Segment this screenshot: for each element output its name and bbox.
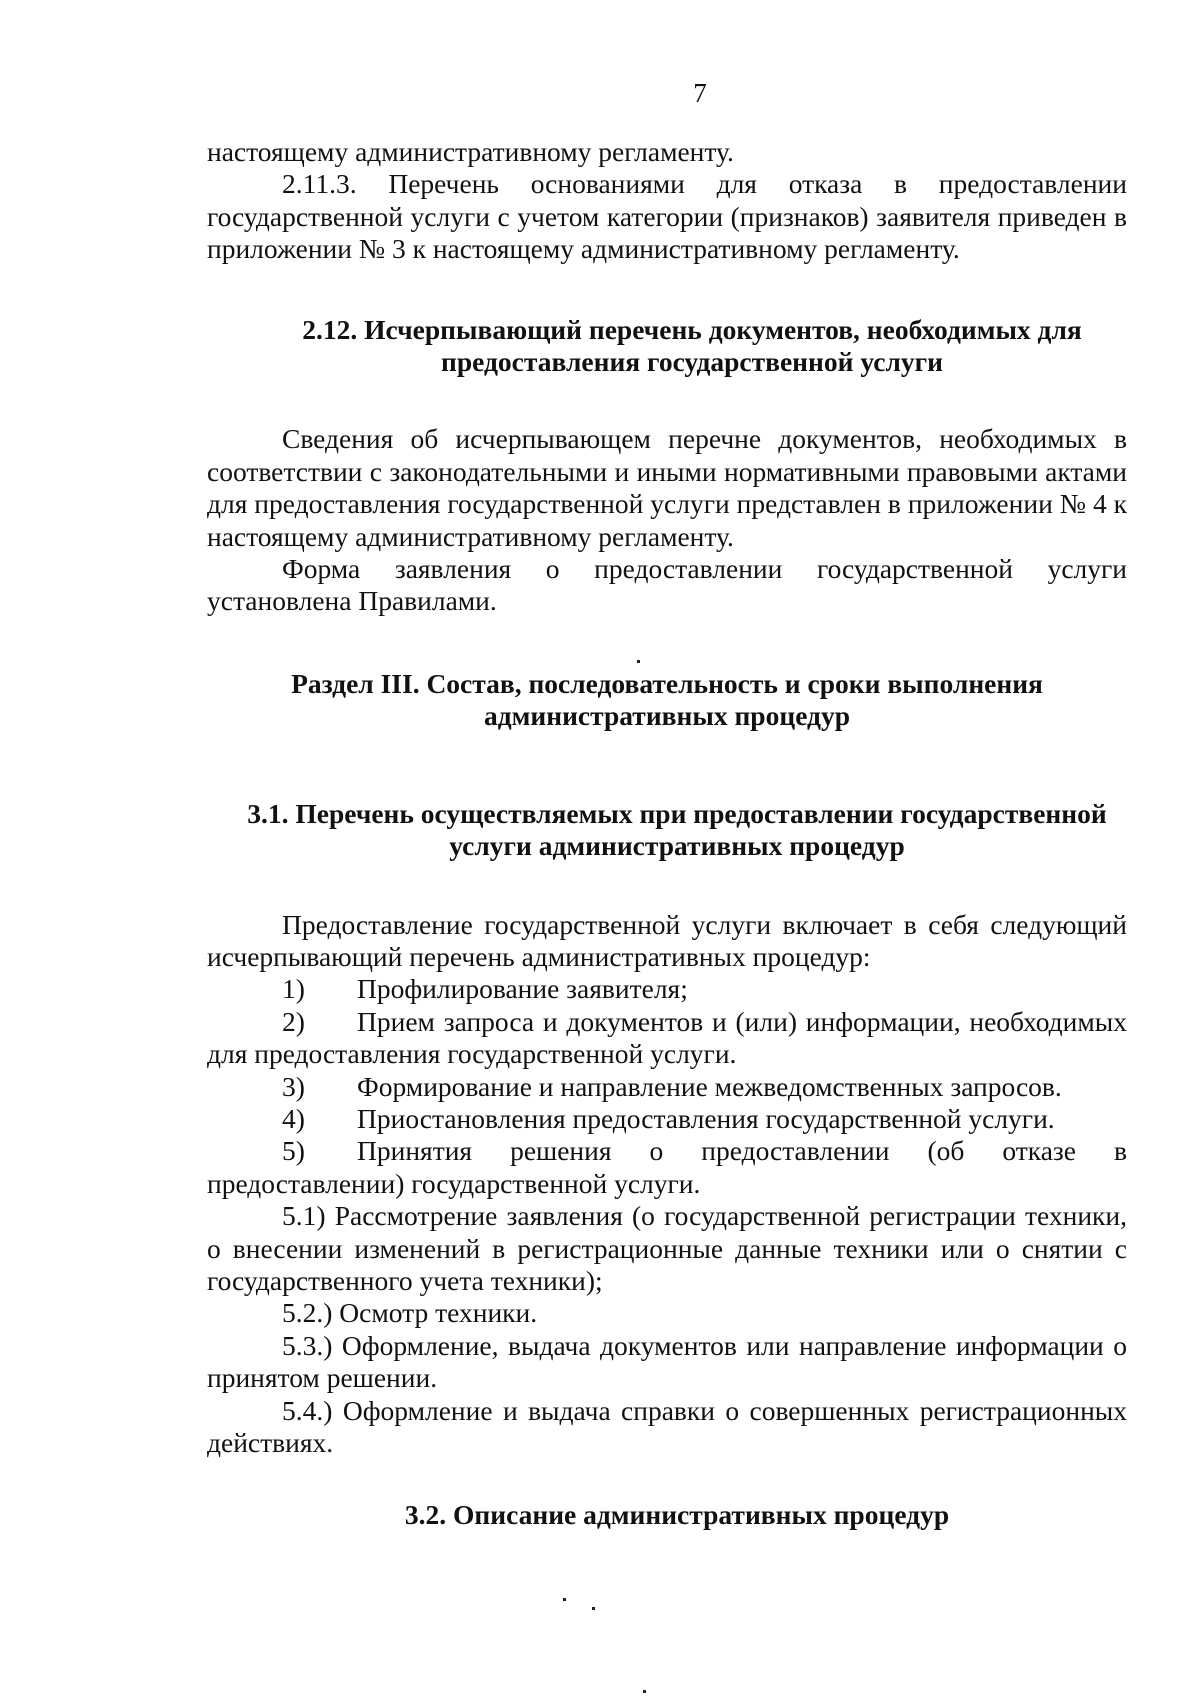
list-item-number: 5) [282,1135,305,1167]
sub-list-item [207,1395,1127,1460]
paragraph-continuation: настоящему административному регламенту. [207,136,734,167]
list-item-text: Принятия решения о предоставлении (об отказе в предоставлении) государственной услуги. [207,1135,1127,1199]
list-item [207,1103,1127,1135]
list-item-number: 3) [282,1070,305,1102]
heading-section-3-line-2: административных процедур [484,700,850,732]
heading-section-3 [207,668,1127,733]
paragraph-procedures-intro: Предоставление государственной услуги включает в себя следующий исчерпывающий перечень административных процедур: [207,908,1127,972]
heading-3-1 [207,798,1127,863]
scan-speck [643,1690,646,1693]
heading-2-12 [207,314,1127,379]
scan-speck [592,1607,595,1610]
sub-list-item-text: Оформление, выдача документов или направление информации о принятом решении. [207,1329,1127,1394]
heading-3-2: 3.2. Описание административных процедур [404,1499,950,1531]
list-item-number: 2) [282,1005,305,1037]
paragraph-application-form: Форма заявления о предоставлении государственной услуги установлена Правилами. [207,553,1127,617]
list-item-number: 1) [282,973,305,1005]
list-item [207,973,1127,1005]
sub-list-item-text: Рассмотрение заявления (о государственной регистрации техники, о внесении изменений в регистрационные данные техники или о снятии с государственного учета техники); [207,1200,1127,1296]
list-item [207,1071,1127,1103]
list-item-text: Приостановления предоставления государственной услуги. [357,1102,1055,1134]
list-item-text: Профилирование заявителя; [357,973,688,1005]
heading-3-1-line-2: услуги административных процедур [449,830,905,862]
heading-2-12-line-2: предоставления государственной услуги [441,346,943,378]
sub-list-item [207,1297,1127,1329]
list-item [207,1135,1127,1200]
sub-list-item-number: 5.2.) [282,1297,333,1329]
sub-list-item-number: 5.4.) [282,1394,333,1426]
document-body [207,136,1127,1532]
sub-list-item-text: Осмотр техники. [339,1297,538,1329]
sub-list-item-number: 5.1) [282,1200,326,1232]
list-item-number: 4) [282,1102,305,1134]
scan-speck [637,660,640,663]
heading-3-1-line-1: 3.1. Перечень осуществляемых при предоставлении государственной [247,797,1107,829]
sub-list-item [207,1330,1127,1395]
heading-section-3-line-1: Раздел III. Состав, последовательность и сроки выполнения [291,667,1043,699]
list-item [207,1006,1127,1071]
sub-list-item-number: 5.3.) [282,1329,333,1361]
sub-list-item-text: Оформление и выдача справки о совершенных регистрационных действиях. [207,1394,1128,1458]
sub-list-item [207,1200,1127,1297]
page-number: 7 [693,78,707,108]
list-item-text: Формирование и направление межведомственных запросов. [357,1070,1062,1102]
scan-speck [563,1598,566,1601]
list-item-text: Прием запроса и документов и (или) информации, необходимых для предоставления государственной услуги. [207,1005,1127,1070]
heading-2-12-line-1: 2.12. Исчерпывающий перечень документов, необходимых для [302,313,1082,345]
paragraph-2-11-3: 2.11.3. Перечень основаниями для отказа в предоставлении государственной услуги с учетом категории (признаков) заявителя приведен в приложении № 3 к настоящему административному регламенту. [207,168,1127,265]
paragraph-documents-info: Сведения об исчерпывающем перечне документов, необходимых в соответствии с законодательными и иными нормативными правовыми актами для предоставления государственной услуги представлен в приложении № 4 к настоящему административному регламенту. [207,423,1127,552]
